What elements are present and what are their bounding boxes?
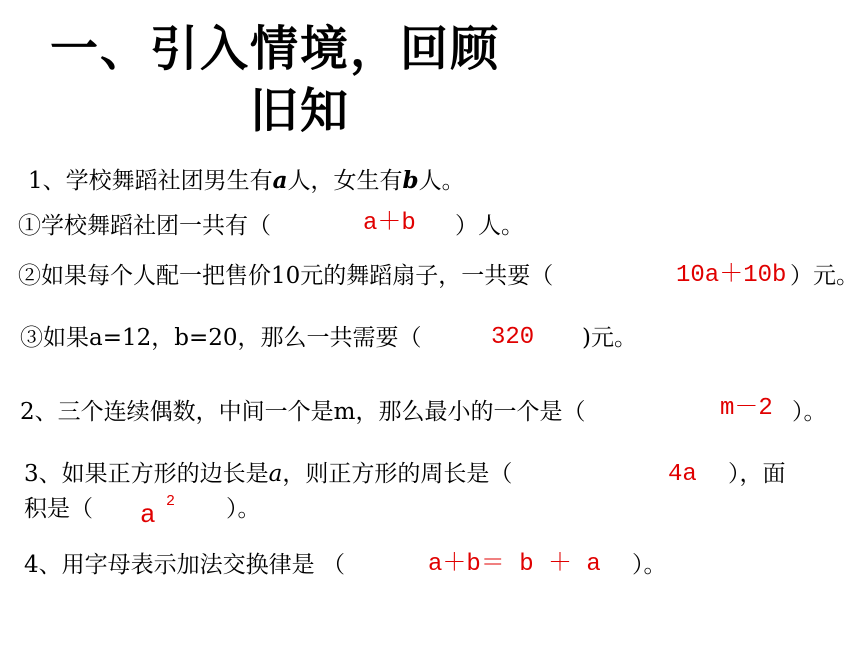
q4-answer: a＋b＝ b ＋ a bbox=[428, 551, 601, 578]
q1-sub2-answer: 10a＋10b bbox=[676, 262, 787, 289]
q3-var-a: a bbox=[268, 461, 283, 487]
q3-line1-text-after: ），面 bbox=[728, 461, 786, 487]
question-1-sub-3 bbox=[20, 323, 422, 353]
q4-text-before: 4、用字母表示加法交换律是 （ bbox=[24, 552, 345, 578]
q2-answer: m－2 bbox=[720, 395, 773, 422]
q3-line2-text-before: 积是（ bbox=[24, 496, 93, 522]
q2-text-after: ）。 bbox=[792, 399, 827, 425]
question-3-line-2 bbox=[24, 494, 93, 524]
q1-sub1-text-before: ①学校舞蹈社团一共有（ bbox=[18, 213, 271, 239]
q1-stem-text-1: 1、学校舞蹈社团男生有 bbox=[28, 168, 273, 194]
q3-line1-text-before: 3、如果正方形的边长是 bbox=[24, 461, 269, 487]
question-1-sub-2 bbox=[18, 261, 553, 291]
question-4 bbox=[24, 550, 345, 580]
q1-stem-text-2: 人，女生有 bbox=[287, 168, 403, 194]
q1-stem-text-3: 人。 bbox=[418, 168, 465, 194]
q1-sub3-text-after: )元。 bbox=[582, 325, 637, 351]
q1-var-b: b bbox=[402, 167, 419, 194]
slide-title bbox=[50, 18, 610, 142]
question-1-sub-1 bbox=[18, 211, 271, 241]
q1-var-a: a bbox=[272, 167, 288, 194]
q2-text-before: 2、三个连续偶数，中间一个是m，那么最小的一个是（ bbox=[20, 399, 586, 425]
q1-sub3-text-before: ③如果a=12，b=20，那么一共需要（ bbox=[20, 325, 422, 351]
q1-sub1-answer: a＋b bbox=[363, 210, 416, 237]
slide-title-line-1: 一、引入情境，回顾 bbox=[50, 21, 501, 77]
q3-area-answer-exponent: 2 bbox=[166, 493, 176, 510]
q1-sub2-text-before: ②如果每个人配一把售价10元的舞蹈扇子，一共要（ bbox=[18, 263, 554, 289]
q3-perimeter-answer: 4a bbox=[668, 461, 697, 488]
q1-sub1-text-after: ）人。 bbox=[455, 213, 524, 239]
q3-area-answer-base: a bbox=[140, 500, 156, 530]
question-1-stem bbox=[28, 166, 465, 196]
question-3-line-1 bbox=[24, 459, 512, 489]
q4-text-after: ）。 bbox=[632, 552, 667, 578]
slide-title-line-2: 旧知 bbox=[250, 83, 351, 139]
q3-line1-text-mid: ，则正方形的周长是（ bbox=[282, 461, 513, 487]
q3-line2-text-after: ）。 bbox=[226, 496, 261, 522]
q1-sub3-answer: 320 bbox=[491, 324, 535, 351]
q1-sub2-text-after: ）元。 bbox=[790, 263, 859, 289]
question-2 bbox=[20, 397, 585, 427]
